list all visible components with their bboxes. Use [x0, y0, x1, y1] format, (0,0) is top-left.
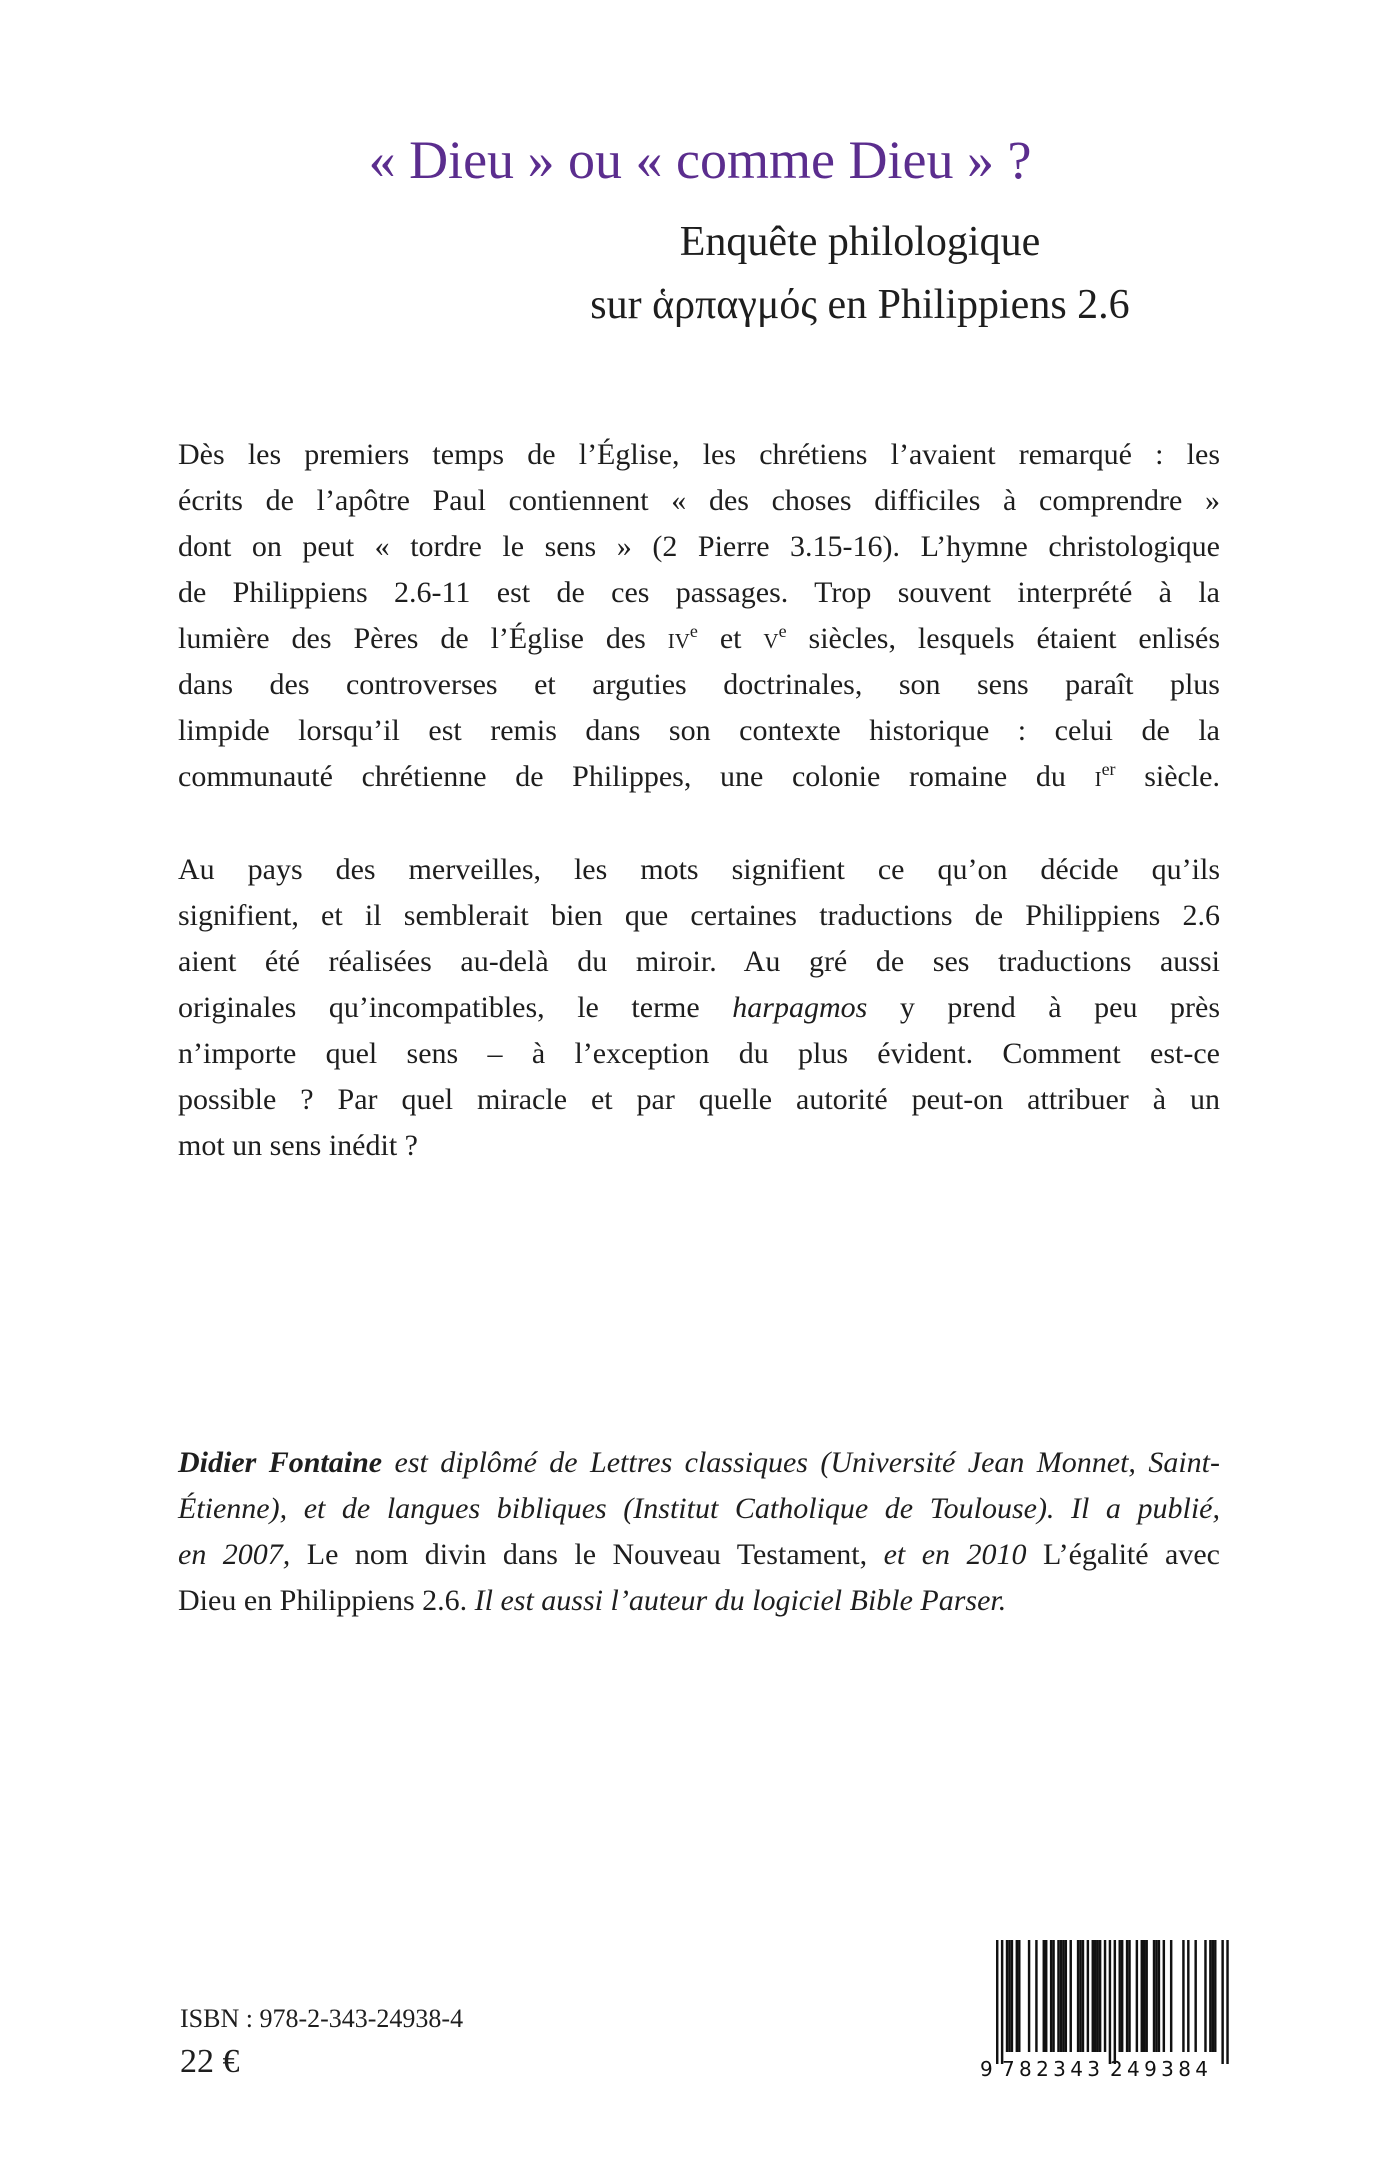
barcode-bar [1187, 1940, 1189, 2052]
text-segment: siècles, lesquels étaient enlisés [786, 622, 1220, 655]
text-line: dans des controverses et arguties doctrinales, son sens paraît plus [178, 668, 1220, 701]
text-segment: originales qu’incompatibles, le terme [178, 991, 733, 1024]
barcode-bar [1077, 1940, 1079, 2052]
book-title: « Dieu » ou « comme Dieu » ? [368, 130, 1032, 190]
barcode-guard-bar [1114, 1940, 1116, 2064]
isbn-label: ISBN : 978-2-343-24938-4 [180, 2004, 464, 2033]
barcode-bar [1214, 1940, 1216, 2052]
superscript: e [778, 621, 787, 642]
barcode-bar [1050, 1940, 1052, 2052]
barcode-bar [1182, 1940, 1184, 2052]
book-subtitle-line1: Enquête philologique [679, 219, 1041, 265]
barcode-bar [1006, 1940, 1008, 2052]
text-segment: est diplômé de Lettres classiques (Université Jean Monnet, Saint- [382, 1446, 1220, 1479]
barcode-bar [1057, 1940, 1059, 2052]
blurb-paragraph-1 [178, 432, 1220, 800]
barcode-bar [1035, 1940, 1037, 2052]
barcode-bar [1209, 1940, 1211, 2052]
barcode-bar [1018, 1940, 1020, 2052]
text-segment: siècle. [1115, 760, 1220, 793]
superscript: e [689, 621, 698, 642]
text-line: signifient, et il semblerait bien que certaines traductions de Philippiens 2.6 [178, 899, 1220, 932]
barcode-bar [1052, 1940, 1054, 2052]
text-line [178, 1486, 1220, 1532]
text-line [178, 1578, 1220, 1624]
text-line: mot un sens inédit ? [178, 1129, 418, 1162]
text-segment: Il est aussi l’auteur du logiciel Bible Parser. [474, 1584, 1007, 1617]
text-line [178, 616, 1220, 662]
barcode-guard-bar [1221, 1940, 1223, 2064]
book-subtitle-line2: sur ἁρπαγμός en Philippiens 2.6 [590, 282, 1130, 328]
barcode-bar [1170, 1940, 1172, 2052]
barcode-bar [1158, 1940, 1160, 2052]
text-segment: communauté chrétienne de Philippes, une colonie romaine du [178, 760, 1095, 793]
text-segment: et en 2010 [883, 1538, 1027, 1571]
barcode-bar [1045, 1940, 1047, 2052]
barcode-bar [1136, 1940, 1138, 2052]
author-bio [178, 1440, 1220, 1624]
italic-term: harpagmos [732, 991, 868, 1024]
barcode-guard-bar [1001, 1940, 1003, 2064]
text-line: écrits de l’apôtre Paul contiennent « des choses difficiles à comprendre » [178, 484, 1220, 517]
author-name: Didier Fontaine [178, 1446, 383, 1479]
century-numeral: iv [667, 622, 690, 655]
text-line [178, 1532, 1220, 1578]
barcode-bar [1011, 1940, 1013, 2052]
book-reference: L’égalité avec [1026, 1538, 1220, 1571]
barcode-guard-bar [996, 1940, 998, 2064]
text-line: dont on peut « tordre le sens » (2 Pierre 3.15-16). L’hymne christologique [178, 530, 1220, 563]
barcode-bar [1145, 1940, 1147, 2052]
barcode-bar [1096, 1940, 1098, 2052]
text-line: de Philippiens 2.6-11 est de ces passages. Trop souvent interprété à la [178, 576, 1220, 609]
text-segment: en 2007, [178, 1538, 291, 1571]
text-segment: y prend à peu près [867, 991, 1220, 1024]
text-line: aient été réalisées au-delà du miroir. Au gré de ses traductions aussi [178, 945, 1220, 978]
barcode-bar [1121, 1940, 1123, 2052]
barcode-bar [1126, 1940, 1128, 2052]
barcode-digits-left: 782343 [1002, 2057, 1100, 2081]
barcode-guard-bar [1226, 1940, 1228, 2064]
price-label: 22 € [180, 2043, 240, 2080]
barcode-bar [1155, 1940, 1157, 2052]
century-numeral: i [1094, 760, 1102, 793]
text-line [178, 754, 1220, 800]
barcode-bar [1070, 1940, 1072, 2052]
barcode-bar [1079, 1940, 1081, 2052]
barcode-bar [1082, 1940, 1084, 2052]
text-line: Dès les premiers temps de l’Église, les chrétiens l’avaient remarqué : les [178, 438, 1220, 471]
barcode-bar [1065, 1940, 1067, 2052]
barcode-bar [1163, 1940, 1165, 2052]
text-line: possible ? Par quel miracle et par quelle autorité peut-on attribuer à un [178, 1083, 1220, 1116]
superscript: er [1101, 759, 1116, 780]
barcode-bar [1104, 1940, 1106, 2052]
barcode-icon [980, 1938, 1230, 2083]
barcode-bar [1212, 1940, 1214, 2052]
barcode-bar [1099, 1940, 1101, 2052]
text-line [178, 1440, 1220, 1486]
barcode-bar [1204, 1940, 1206, 2052]
barcode-bar [1060, 1940, 1062, 2052]
text-line: limpide lorsqu’il est remis dans son contexte historique : celui de la [178, 714, 1220, 747]
text-segment: lumière des Pères de l’Église des [178, 622, 668, 655]
blurb-paragraph-2 [178, 847, 1220, 1169]
barcode-graphic [980, 1938, 1230, 2083]
book-reference: Dieu en Philippiens 2.6. [178, 1584, 475, 1617]
barcode-bar [1119, 1940, 1121, 2052]
barcode-bar [1128, 1940, 1130, 2052]
barcode-bar [1092, 1940, 1094, 2052]
barcode-bar [1062, 1940, 1064, 2052]
text-line [178, 985, 1220, 1031]
text-line: Au pays des merveilles, les mots signifient ce qu’on décide qu’ils [178, 853, 1220, 886]
barcode-bar [1016, 1940, 1018, 2052]
century-numeral: v [763, 622, 779, 655]
barcode-bar [1008, 1940, 1010, 2052]
barcode-digit-first: 9 [980, 2057, 993, 2081]
barcode-bar [1028, 1940, 1030, 2052]
barcode-bar [1141, 1940, 1143, 2052]
barcode-bar [1194, 1940, 1196, 2052]
barcode-bar [1087, 1940, 1089, 2052]
barcode-digits-right: 249384 [1110, 2057, 1208, 2081]
text-segment: et [697, 622, 764, 655]
barcode-guard-bar [1109, 1940, 1111, 2064]
book-reference: Le nom divin dans le Nouveau Testament, [290, 1538, 884, 1571]
text-segment: Étienne), et de langues bibliques (Institut Catholique de Toulouse). Il a publié, [178, 1492, 1220, 1525]
text-line: n’importe quel sens – à l’exception du plus évident. Comment est-ce [178, 1037, 1220, 1070]
barcode-bar [1143, 1940, 1145, 2052]
barcode-bar [1043, 1940, 1045, 2052]
barcode-bar [1094, 1940, 1096, 2052]
barcode-bar [1153, 1940, 1155, 2052]
